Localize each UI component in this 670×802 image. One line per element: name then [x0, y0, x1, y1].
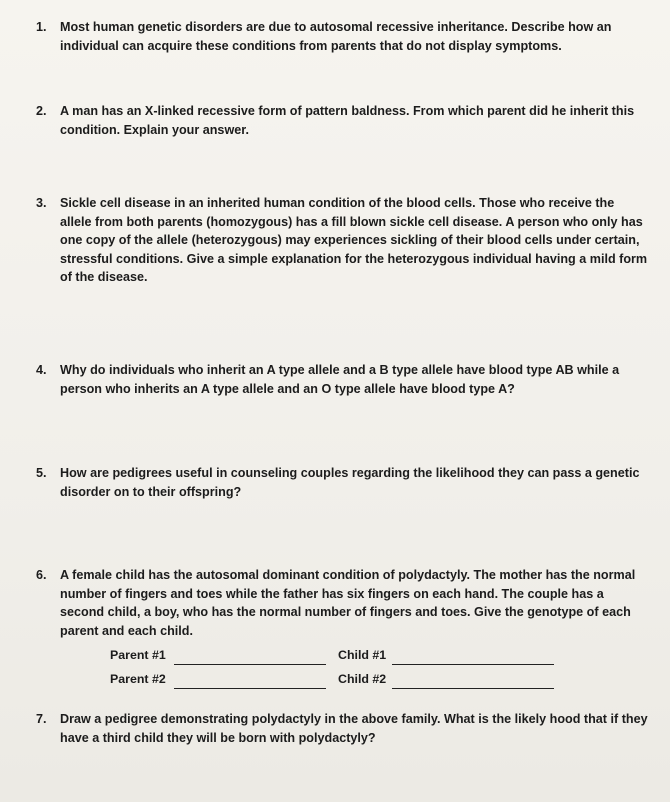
parent-2-label: Parent #2: [110, 672, 166, 686]
child-2-label: Child #2: [338, 672, 387, 686]
question-text: A man has an X-linked recessive form of pattern baldness. From which parent did he inherit this condition. Explain your answer.: [60, 104, 635, 137]
question-text: A female child has the autosomal dominant condition of polydactyly. The mother has the normal number of fingers and toes while the father has six fingers on each hand. The couple has a second child, a boy, who has the normal number of fingers and toes. Give the genotype of each parent and each child.: [60, 568, 636, 638]
genotype-answer-block: [110, 648, 570, 696]
parent-1-label: Parent #1: [110, 648, 166, 662]
question-1: [36, 18, 648, 55]
parent-1-blank[interactable]: [174, 664, 326, 665]
question-number: 5.: [36, 466, 47, 480]
question-number: 4.: [36, 363, 47, 377]
question-number: 7.: [36, 712, 47, 726]
child-2-blank[interactable]: [392, 688, 554, 689]
question-text: Draw a pedigree demonstrating polydactyly in the above family. What is the likely hood that if they have a third child they will be born with polydactyly?: [60, 712, 648, 745]
question-4: [36, 361, 648, 398]
question-text: Why do individuals who inherit an A type allele and a B type allele have blood type AB while a person who inherits an A type allele and an O type allele have blood type A?: [60, 363, 620, 396]
question-number: 6.: [36, 568, 47, 582]
question-number: 1.: [36, 20, 47, 34]
parent-2-blank[interactable]: [174, 688, 326, 689]
answer-row-1: [110, 648, 570, 670]
question-number: 2.: [36, 104, 47, 118]
question-7: [36, 710, 648, 747]
child-1-blank[interactable]: [392, 664, 554, 665]
question-text: Most human genetic disorders are due to autosomal recessive inheritance. Describe how an individual can acquire these conditions from parents that do not display symptoms.: [60, 20, 612, 53]
question-2: [36, 102, 648, 139]
question-5: [36, 464, 648, 501]
question-6: [36, 566, 648, 640]
child-1-label: Child #1: [338, 648, 387, 662]
question-text: How are pedigrees useful in counseling couples regarding the likelihood they can pass a genetic disorder on to their offspring?: [60, 466, 640, 499]
answer-row-2: [110, 672, 570, 694]
question-number: 3.: [36, 196, 47, 210]
question-text: Sickle cell disease in an inherited human condition of the blood cells. Those who receive the allele from both parents (homozygous) has a fill blown sickle cell disease. A person who only has one copy of the allele (heterozygous) may experiences sickling of their blood cells under certain, stressful conditions. Give a simple explanation for the heterozygous individual having a mild form of the disease.: [60, 196, 648, 285]
question-3: [36, 194, 648, 287]
